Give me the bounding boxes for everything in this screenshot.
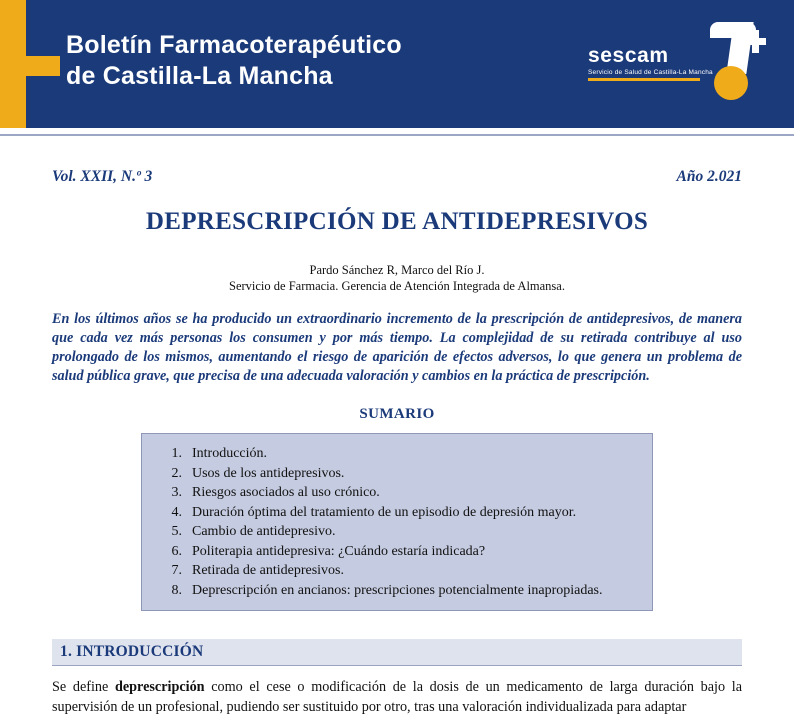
summary-list: [152, 444, 644, 600]
list-item[interactable]: [152, 464, 644, 484]
paragraph-text-after: como el cese o modificación de la dosis de un medicamento de larga duración bajo la supervisión de un profesional, pudiendo ser sustituido por otro, tras una valoración individualizada para adaptar: [52, 679, 742, 715]
list-item[interactable]: [152, 503, 644, 523]
summary-item-number: 1.: [171, 446, 182, 461]
list-item[interactable]: [152, 522, 644, 542]
summary-item-number: 7.: [171, 563, 182, 578]
sescam-logo-wordmark: sescam: [588, 44, 669, 67]
header-accent-block: [12, 56, 60, 76]
page-header: [0, 0, 794, 128]
document-page: [0, 168, 794, 717]
section-paragraph: [52, 678, 742, 717]
summary-item-label: Riesgos asociados al uso crónico.: [192, 485, 380, 500]
paragraph-text-before: Se define: [52, 679, 115, 695]
publication-title: [66, 30, 402, 92]
article-authors: Pardo Sánchez R, Marco del Río J.: [309, 263, 485, 277]
publication-title-line1: Boletín Farmacoterapéutico: [66, 31, 402, 59]
header-divider: [0, 128, 794, 136]
list-item[interactable]: [152, 542, 644, 562]
summary-item-label: Usos de los antidepresivos.: [192, 465, 345, 481]
sescam-logo: [588, 22, 768, 106]
summary-item-number: 8.: [171, 582, 182, 598]
article-byline: [52, 262, 742, 294]
logo-dot-shape: [714, 66, 748, 100]
sescam-logo-subtitle: Servicio de Salud de Castilla-La Mancha: [588, 69, 713, 76]
summary-item-label: Politerapia antidepresiva: ¿Cuándo estaría indicada?: [192, 543, 486, 559]
summary-item-number: 6.: [171, 543, 182, 559]
list-item[interactable]: [152, 483, 644, 503]
list-item[interactable]: [152, 444, 644, 464]
summary-item-number: 3.: [171, 485, 182, 500]
paragraph-keyword: deprescripción: [114, 679, 205, 695]
sescam-logo-mark-icon: [694, 22, 768, 100]
summary-item-label: Introducción.: [192, 446, 268, 461]
volume-label: Vol. XXII, N.º 3: [52, 168, 153, 185]
summary-item-label: Duración óptima del tratamiento de un episodio de depresión mayor.: [192, 504, 577, 520]
list-item[interactable]: [152, 561, 644, 581]
summary-box: [141, 433, 653, 611]
summary-item-number: 4.: [171, 504, 182, 520]
list-item[interactable]: [152, 581, 644, 601]
publication-title-line2: de Castilla-La Mancha: [66, 62, 333, 90]
summary-item-number: 5.: [171, 524, 182, 539]
year-label: Año 2.021: [676, 168, 742, 185]
section-heading-introduccion: 1. INTRODUCCIÓN: [52, 639, 742, 666]
summary-heading: SUMARIO: [359, 406, 435, 422]
summary-item-label: Retirada de antidepresivos.: [192, 563, 345, 578]
summary-item-number: 2.: [171, 465, 182, 481]
article-title: DEPRESCRIPCIÓN DE ANTIDEPRESIVOS: [145, 208, 649, 235]
masthead-row: [52, 168, 742, 186]
sescam-logo-underline: [588, 78, 700, 81]
logo-cross-vertical: [752, 30, 759, 53]
summary-item-label: Cambio de antidepresivo.: [192, 524, 336, 539]
article-abstract: En los últimos años se ha producido un extraordinario incremento de la prescripción de antidepresivos, de manera que cada vez más personas los consumen y por más tiempo. La complejidad de su retirada contribuye al uso prolongado de los mismos, aumentando el riesgo de aparición de efectos adversos, lo que genera un problema de salud pública grave, que precisa de una adecuada valoración y cambios en la práctica de prescripción.: [52, 311, 742, 384]
summary-item-label: Deprescripción en ancianos: prescripciones potencialmente inapropiadas.: [192, 582, 603, 598]
article-affiliation: Servicio de Farmacia. Gerencia de Atención Integrada de Almansa.: [229, 279, 565, 293]
